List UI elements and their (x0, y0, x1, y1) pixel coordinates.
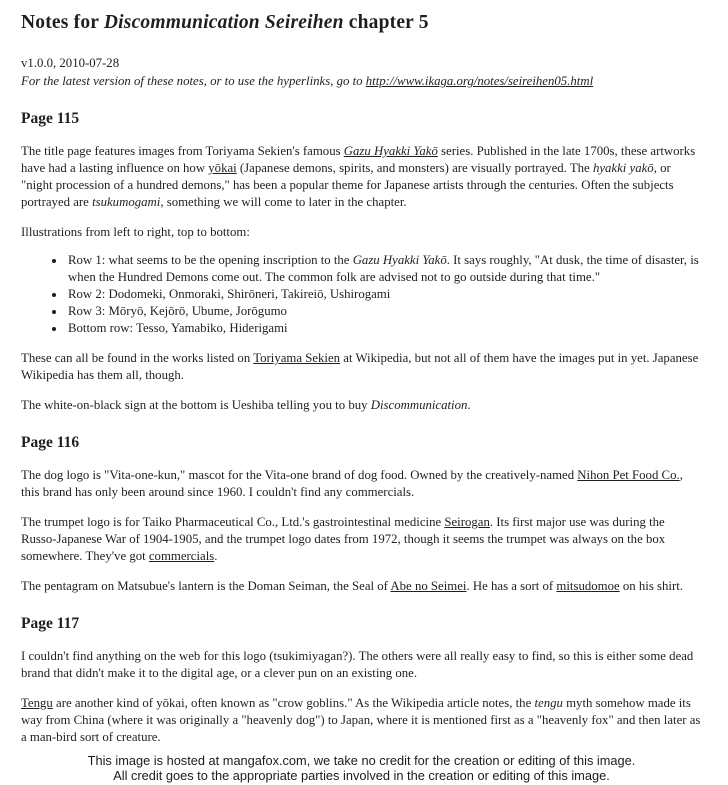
list-item-bottom-row (66, 320, 702, 337)
paragraph-unknown-logo (21, 648, 702, 682)
link-gazu-hyakki-yako[interactable]: Gazu Hyakki Yakō (343, 143, 438, 158)
text-run: Row 1: what seems to be the opening inscription to the (68, 253, 353, 268)
link-commercials[interactable]: commercials (148, 548, 215, 563)
text-run: The dog logo is "Vita-one-kun," mascot for the Vita-one brand of dog food. Owned by the creatively-named (21, 467, 578, 482)
link-toriyama-sekien[interactable]: Toriyama Sekien (253, 351, 341, 366)
paragraph-illustrations-intro (21, 224, 702, 241)
text-run: hyakki yakō (592, 161, 654, 175)
hosting-disclaimer (21, 753, 702, 783)
text-run: Row 3: Mōryō, Kejōrō, Ubume, Jorōgumo (68, 304, 287, 319)
text-run: are another kind of yōkai, often known as "crow goblins." As the Wikipedia article notes, the (52, 695, 535, 710)
text-run: For the latest version of these notes, or to use the hyperlinks, go to (21, 74, 366, 89)
text-run: Illustrations from left to right, top to bottom: (21, 225, 250, 240)
text-run: . (467, 398, 471, 413)
text-run: The white-on-black sign at the bottom is Ueshiba telling you to buy (21, 398, 371, 413)
section-heading-page-117: Page 117 (21, 614, 80, 632)
text-run: The title page features images from Toriyama Sekien's famous (21, 143, 344, 158)
link-notes-url[interactable]: http://www.ikaga.org/notes/seireihen05.html (365, 74, 594, 89)
page-title (21, 10, 702, 35)
text-run: Discommunication (370, 398, 468, 413)
paragraph-pentagram (21, 578, 702, 595)
list-item-row-1 (66, 252, 702, 286)
link-nihon-pet-food[interactable]: Nihon Pet Food Co. (577, 467, 680, 482)
text-run: . Its first major use was during the Russo-Japanese War of 1904-1905, and the trumpet logo dates from 1972, though it seems the trumpet was always on the box somewhere. They've got (21, 514, 666, 563)
link-tengu[interactable]: Tengu (21, 695, 53, 710)
section-heading-page-116: Page 116 (21, 434, 80, 452)
text-run: Notes for (21, 12, 104, 33)
text-run: tengu (534, 695, 563, 710)
link-seirogan[interactable]: Seirogan (444, 514, 490, 529)
text-run: myth somehow made its way from China (where it was originally a "heavenly dog") to Japan, where it is mentioned first as a "heavenly fox" and then later as a man-bird sort of creature. (21, 695, 701, 744)
intro-line (21, 73, 702, 90)
paragraph-dog-logo (21, 467, 702, 501)
text-run: at Wikipedia, but not all of them have the images put in yet. Japanese Wikipedia has them all, though. (21, 351, 699, 383)
link-mitsudomoe[interactable]: mitsudomoe (556, 578, 620, 593)
text-run: . (214, 548, 218, 563)
text-run: (Japanese demons, spirits, and monsters) are visually portrayed. The (236, 161, 593, 175)
text-run: , something we will come to later in the chapter. (160, 195, 407, 210)
text-run: tsukumogami (92, 195, 161, 210)
text-run: on his shirt. (619, 578, 683, 593)
text-run: series. Published in the late 1700s, these artworks have had a lasting influence on how (21, 143, 696, 175)
paragraph-wikipedia (21, 350, 702, 384)
section-heading-page-115: Page 115 (21, 110, 80, 128)
paragraph-sign (21, 397, 702, 414)
text-run: . It says roughly, "At dusk, the time of disaster, is when the Hundred Demons come out. The common folk are advised not to go outside during that time." (68, 253, 699, 285)
paragraph-trumpet-logo (21, 514, 702, 565)
list-item-row-3 (66, 303, 702, 320)
link-yokai[interactable]: yōkai (208, 161, 237, 175)
text-run: These can all be found in the works listed on (21, 351, 254, 366)
version-line: v1.0.0, 2010-07-28 (21, 56, 120, 71)
list-item-row-2 (66, 286, 702, 303)
text-run: The trumpet logo is for Taiko Pharmaceutical Co., Ltd.'s gastrointestinal medicine (21, 514, 445, 529)
link-abe-no-seimei[interactable]: Abe no Seimei (390, 578, 467, 593)
illustrations-list (21, 252, 702, 337)
text-run: Gazu Hyakki Yakō (352, 253, 447, 268)
text-run: , or "night procession of a hundred demons," has been a popular theme for Japanese artists through the centuries. Often the subjects portrayed are (21, 161, 674, 210)
text-run: The pentagram on Matsubue's lantern is the Doman Seiman, the Seal of (21, 578, 391, 593)
text-run: , this brand has only been around since 1960. I couldn't find any commercials. (21, 467, 683, 499)
disclaimer-line-1: This image is hosted at mangafox.com, we take no credit for the creation or editing of this image. (87, 752, 636, 768)
text-run: chapter 5 (343, 12, 429, 33)
text-run: I couldn't find anything on the web for this logo (tsukimiyagan?). The others were all really easy to find, so this is either some dead brand that didn't make it to the digital age, or a clever pun on an existing one. (21, 648, 694, 680)
text-run: . He has a sort of (466, 578, 557, 593)
paragraph-tengu (21, 695, 702, 746)
text-run: Bottom row: Tesso, Yamabiko, Hiderigami (68, 321, 288, 336)
text-run: Row 2: Dodomeki, Onmoraki, Shirōneri, Takireiō, Ushirogami (68, 287, 391, 302)
text-run: Discommunication Seireihen (103, 12, 344, 33)
disclaimer-line-2: All credit goes to the appropriate parties involved in the creation or editing of this image. (113, 767, 610, 783)
paragraph-title-page (21, 143, 702, 211)
